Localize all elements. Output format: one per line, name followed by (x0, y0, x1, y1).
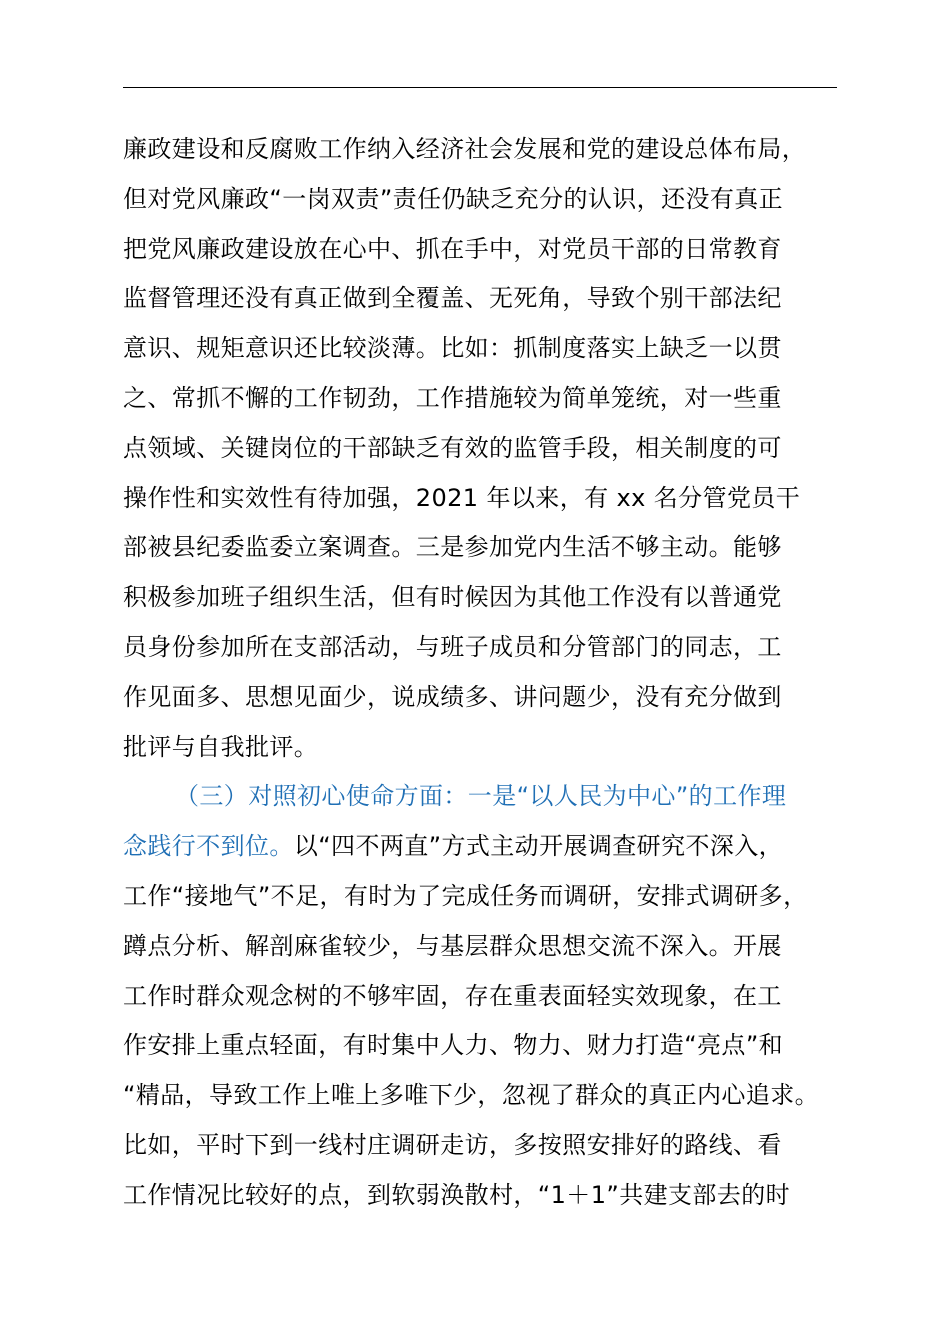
section-text: 以“四不两直”方式主动开展调查研究不深入， (293, 832, 784, 861)
text-line: 把党风廉政建设放在心中、抓在手中，对党员干部的日常教育 (123, 234, 782, 263)
section-heading: （三）对照初心使命方面：一是“以人民为中心”的工作理 (175, 782, 787, 811)
text-line: 工作时群众观念树的不够牢固，存在重表面轻实效现象，在工 (123, 981, 782, 1010)
text-line: 之、常抓不懈的工作韧劲，工作措施较为简单笼统，对一些重 (123, 383, 782, 412)
section-heading-continuation (123, 822, 837, 872)
text-line: 作安排上重点轻面，有时集中人力、物力、财力打造“亮点”和 (123, 1031, 784, 1060)
text-line: 比如，平时下到一线村庄调研走访，多按照安排好的路线、看 (123, 1130, 782, 1159)
text-line: 廉政建设和反腐败工作纳入经济社会发展和党的建设总体布局， (123, 135, 807, 163)
text-line: 点领域、关键岗位的干部缺乏有效的监管手段，相关制度的可 (123, 433, 782, 462)
text-line: 批评与自我批评。 (123, 732, 319, 761)
text-line: 作见面多、思想见面少，说成绩多、讲问题少，没有充分做到 (123, 682, 782, 711)
text-line: 蹲点分析、解剖麻雀较少，与基层群众思想交流不深入。开展 (123, 931, 782, 960)
text-line: 工作情况比较好的点，到软弱涣散村，“1＋1”共建支部去的时 (123, 1180, 791, 1209)
text-line: 员身份参加所在支部活动，与班子成员和分管部门的同志，工 (123, 632, 782, 661)
text-line: 但对党风廉政“一岗双责”责任仍缺乏充分的认识，还没有真正 (123, 184, 784, 213)
text-line: 积极参加班子组织生活，但有时候因为其他工作没有以普通党 (123, 583, 782, 612)
text-line: 部被县纪委监委立案调查。三是参加党内生活不够主动。能够 (123, 533, 782, 562)
text-line: 监督管理还没有真正做到全覆盖、无死角，导致个别干部法纪 (123, 284, 782, 313)
header-rule (123, 87, 837, 88)
text-line: 工作“接地气”不足，有时为了完成任务而调研，安排式调研多， (123, 881, 808, 910)
text-line: “精品，导致工作上唯上多唯下少，忽视了群众的真正内心追求。 (123, 1081, 820, 1110)
section-heading-tail: 念践行不到位。 (123, 832, 294, 861)
text-line: 操作性和实效性有待加强，2021 年以来，有 xx 名分管党员干 (123, 483, 801, 512)
text-line: 意识、规矩意识还比较淡薄。比如：抓制度落实上缺乏一以贯 (123, 334, 782, 363)
document-body (123, 125, 837, 1221)
